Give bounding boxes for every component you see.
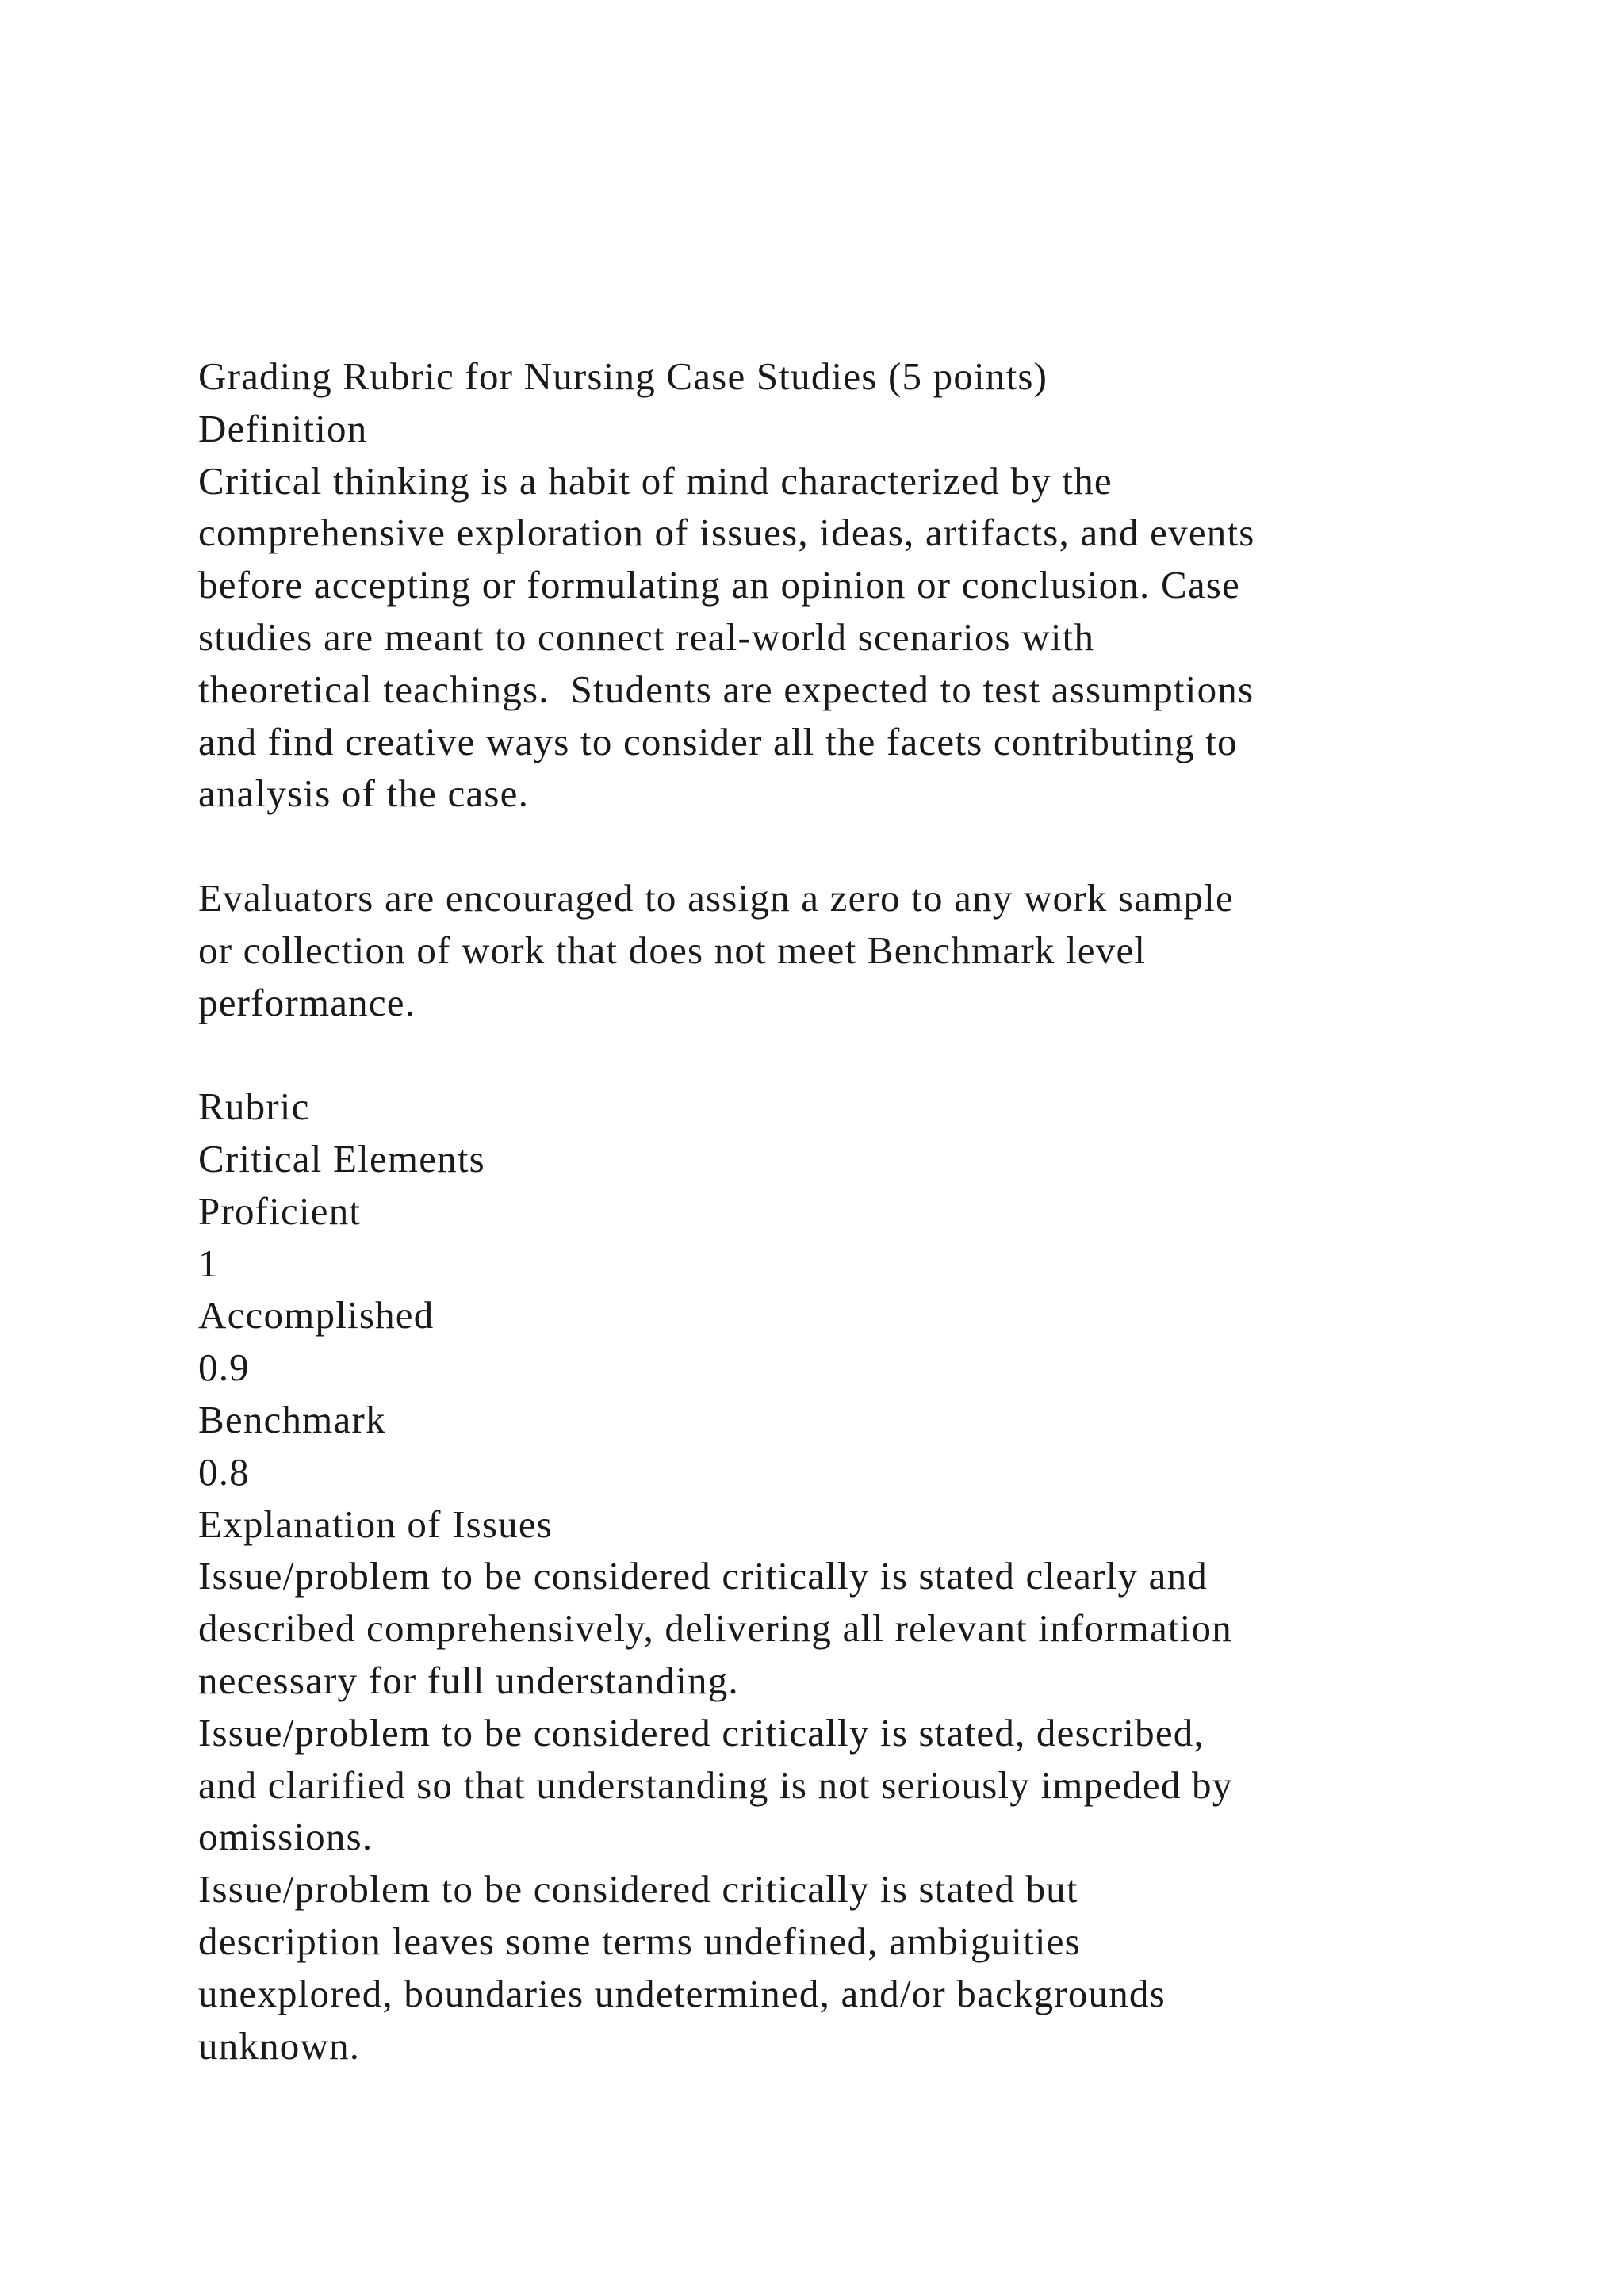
- level-points-proficient: 1: [198, 1241, 219, 1285]
- benchmark-description-line: Issue/problem to be considered critically is stated but: [198, 1867, 1078, 1911]
- criterion-explanation-of-issues: [198, 1498, 1546, 2072]
- rubric-heading: Rubric: [198, 1085, 310, 1129]
- level-name-proficient: Proficient: [198, 1188, 362, 1233]
- definition-line: before accepting or formulating an opinion or conclusion. Case: [198, 563, 1240, 607]
- definition-paragraph: [198, 455, 1546, 821]
- criterion-name: Explanation of Issues: [198, 1502, 553, 1546]
- definition-line: comprehensive exploration of issues, ideas, artifacts, and events: [198, 511, 1255, 555]
- evaluator-note-paragraph: [198, 872, 1546, 1028]
- definition-line: Critical thinking is a habit of mind characterized by the: [198, 458, 1113, 503]
- accomplished-description-line: and clarified so that understanding is not seriously impeded by: [198, 1762, 1233, 1807]
- evaluator-note-line: Evaluators are encouraged to assign a zero to any work sample: [198, 875, 1234, 920]
- level-points-accomplished: 0.9: [198, 1345, 250, 1390]
- definition-line: analysis of the case.: [198, 771, 530, 816]
- definition-line: studies are meant to connect real-world scenarios with: [198, 614, 1095, 659]
- paragraph-spacer: [198, 1028, 1546, 1081]
- definition-line: theoretical teachings. Students are expected to test assumptions: [198, 667, 1254, 711]
- accomplished-description-line: Issue/problem to be considered critically is stated, described,: [198, 1710, 1205, 1755]
- level-name-accomplished: Accomplished: [198, 1293, 435, 1337]
- benchmark-description-line: unknown.: [198, 2023, 361, 2068]
- proficient-description-line: Issue/problem to be considered critically is stated clearly and: [198, 1554, 1208, 1598]
- benchmark-description-line: unexplored, boundaries undetermined, and/or backgrounds: [198, 1971, 1166, 2015]
- level-name-benchmark: Benchmark: [198, 1397, 386, 1441]
- definition-line: and find creative ways to consider all the facets contributing to: [198, 719, 1238, 763]
- rubric-section: [198, 1081, 1546, 2072]
- proficient-description-line: described comprehensively, delivering all relevant information: [198, 1606, 1232, 1651]
- definition-heading: Definition: [198, 406, 368, 450]
- paragraph-spacer: [198, 820, 1546, 872]
- benchmark-description-line: description leaves some terms undefined, ambiguities: [198, 1919, 1081, 1963]
- document-body: [198, 350, 1546, 2072]
- evaluator-note-line: or collection of work that does not meet Benchmark level: [198, 928, 1147, 972]
- accomplished-description-line: omissions.: [198, 1815, 373, 1859]
- evaluator-note-line: performance.: [198, 980, 416, 1024]
- level-points-benchmark: 0.8: [198, 1449, 250, 1494]
- proficient-description-line: necessary for full understanding.: [198, 1658, 739, 1702]
- document-title: Grading Rubric for Nursing Case Studies (5 points): [198, 354, 1048, 398]
- critical-elements-header: Critical Elements: [198, 1136, 485, 1181]
